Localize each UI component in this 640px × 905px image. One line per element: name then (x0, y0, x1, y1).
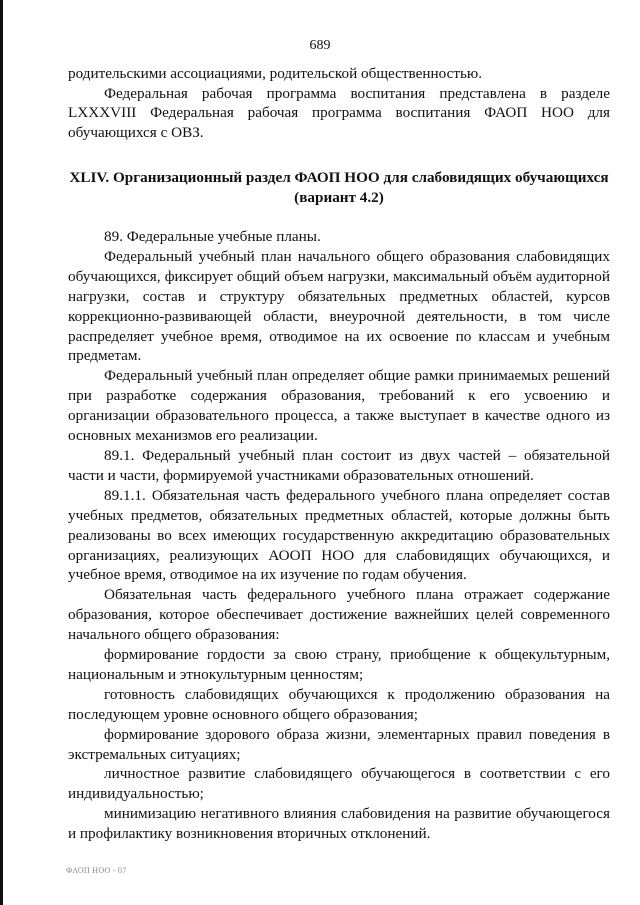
paragraph-10: минимизацию негативного влияния слабовидения на развитие обучающегося и профилактику возникновения вторичных отклонений. (68, 805, 610, 843)
section-heading (68, 168, 610, 208)
paragraph-4: 89.1.1. Обязательная часть федерального учебного плана определяет состав учебных предметов, обязательных предметных областей, которые должны быть реализованы во всех имеющих государственную аккредитацию образовательных организациях, реализующих АООП НОО для слабовидящих обучающихся, и учебное время, отводимое на их изучение по годам обучения. (68, 486, 610, 584)
paragraph-9: личностное развитие слабовидящего обучающегося в соответствии с его индивидуальностью; (68, 765, 610, 803)
paragraph-0: 89. Федеральные учебные планы. (104, 228, 321, 245)
paragraph-8: формирование здорового образа жизни, элементарных правил поведения в экстремальных ситуациях; (68, 725, 610, 763)
page-number: 689 (309, 38, 331, 53)
scan-edge (0, 0, 3, 905)
paragraph-6: формирование гордости за свою страну, приобщение к общекультурным, национальным и этнокультурным ценностям; (68, 646, 610, 683)
section-heading-line1: XLIV. Организационный раздел ФАОП НОО для слабовидящих обучающихся (69, 169, 609, 186)
section-heading-line2: (вариант 4.2) (294, 189, 384, 206)
paragraph-3: 89.1. Федеральный учебный план состоит из двух частей – обязательной части и части, формируемой участниками образовательных отношений. (68, 446, 610, 484)
intro-text (68, 64, 610, 142)
footer-code: ФАОП НОО - 07 (66, 866, 127, 875)
paragraph-2: Федеральный учебный план определяет общие рамки принимаемых решений при разработке содержания образования, требований к его усвоению и организации образовательного процесса, а также выступает в качестве одного из основных механизмов его реализации. (68, 367, 610, 445)
section-body (68, 227, 610, 844)
intro-paragraph-1: Федеральная рабочая программа воспитания представлена в разделе LXXXVIII Федеральная рабочая программа воспитания ФАОП НОО для обучающихся с ОВЗ. (68, 84, 610, 141)
paragraph-1: Федеральный учебный план начального общего образования слабовидящих обучающихся, фиксирует общий объем нагрузки, максимальный объём аудиторной нагрузки, состав и структуру обязательных предметных областей, курсов коррекционно-развивающей области, внеурочной деятельности, в том числе распределяет учебное время, отводимое на их освоение по классам и учебным предметам. (68, 247, 610, 365)
intro-paragraph-0: родительскими ассоциациями, родительской общественностью. (68, 65, 483, 82)
paragraph-5: Обязательная часть федерального учебного плана отражает содержание образования, которое обеспечивает достижение важнейших целей современного начального общего образования: (68, 586, 610, 644)
paragraph-7: готовность слабовидящих обучающихся к продолжению образования на последующем уровне основного общего образования; (68, 685, 610, 723)
